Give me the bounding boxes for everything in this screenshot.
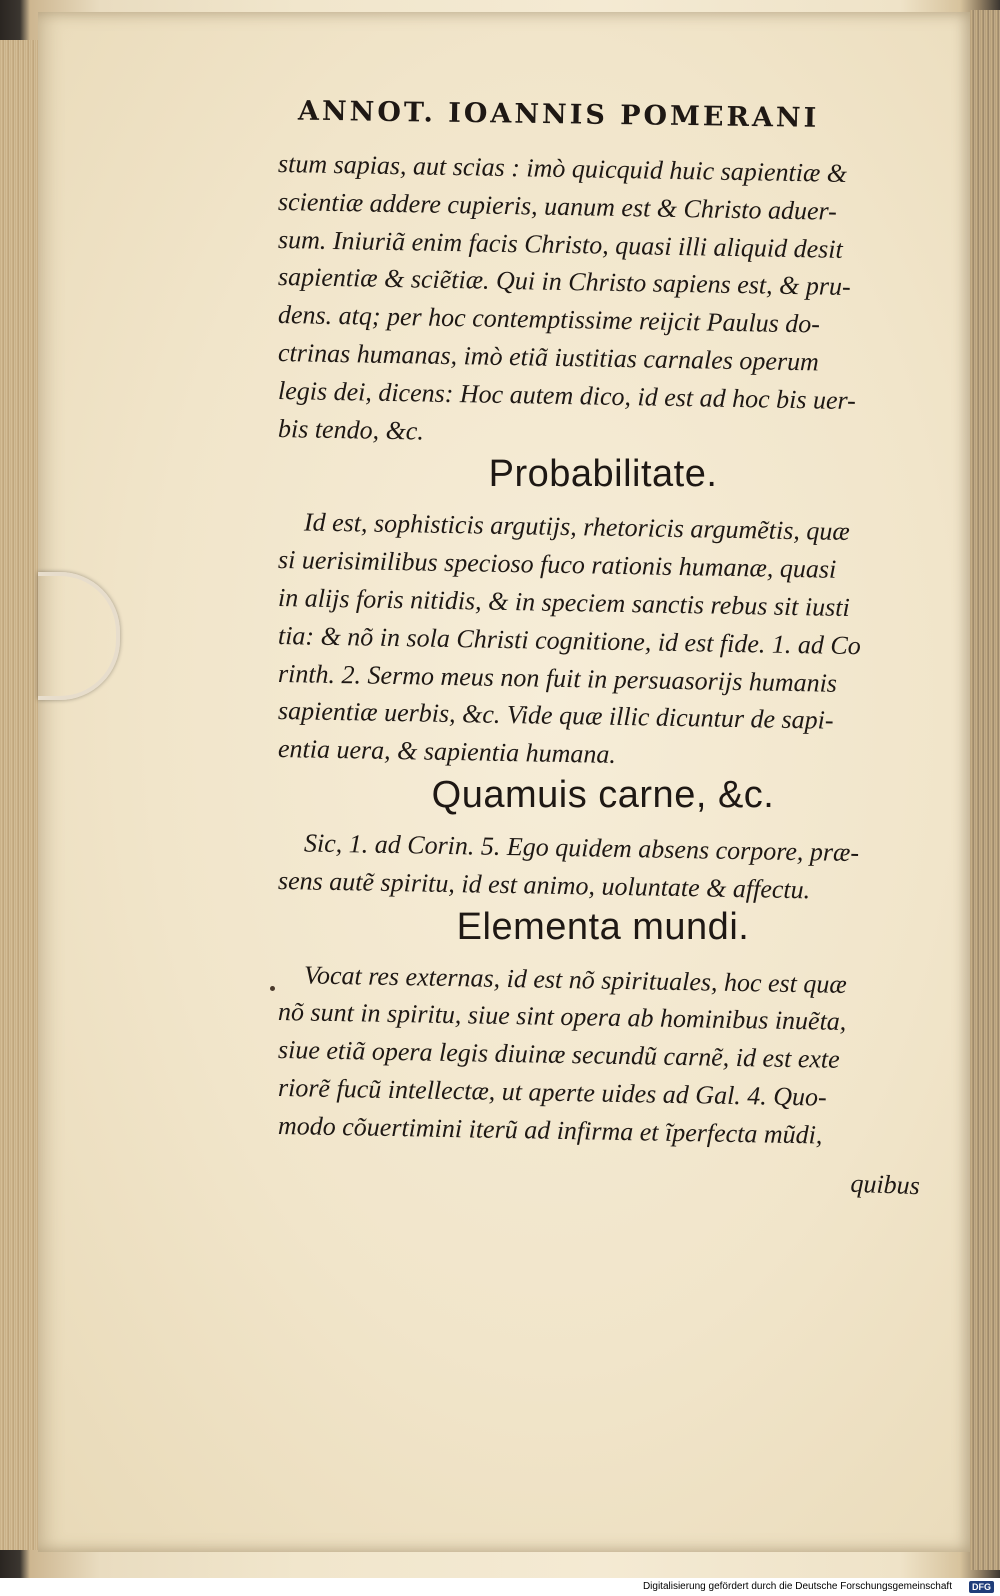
text-line: nõ sunt in spiritu, siue sint opera ab hominibus inuẽta, xyxy=(277,997,847,1037)
text-line: modo cõuertimini iterũ ad infirma et ĩperfecta mũdi, xyxy=(277,1110,823,1150)
paragraph-1 xyxy=(278,145,928,447)
text-line: sum. Iniuriã enim facis Christo, quasi illi aliquid desit xyxy=(277,224,843,264)
book-clasp xyxy=(38,572,120,700)
text-line: rinth. 2. Sermo meus non fuit in persuasorijs humanis xyxy=(277,658,838,698)
text-line: scientiæ addere cupieris, uanum est & Christo aduer- xyxy=(277,186,838,226)
section-probabilitate xyxy=(278,451,928,768)
section-elementa-mundi xyxy=(277,904,928,1150)
text-line: sapientiæ & sciẽtiæ. Qui in Christo sapiens est, & pru- xyxy=(277,262,851,302)
text-line: entia uera, & sapientia humana. xyxy=(277,734,617,770)
text-line: legis dei, dicens: Hoc autem dico, id est ad hoc bis uer- xyxy=(277,375,857,415)
section-heading: Quamuis carne, &c. xyxy=(431,773,775,816)
text-line: bis tendo, &c. xyxy=(277,413,425,446)
margin-mark xyxy=(270,986,275,991)
text-line: stum sapias, aut scias : imò quicquid huic sapientiæ & xyxy=(277,149,848,188)
text-line: Sic, 1. ad Corin. 5. Ego quidem absens corpore, præ- xyxy=(303,828,860,868)
text-line: in alijs foris nitidis, & in speciem sanctis rebus sit iusti xyxy=(277,582,850,622)
text-line: si uerisimilibus specioso fuco rationis humanæ, quasi xyxy=(277,545,837,584)
text-line: riorẽ fucũ intellectæ, ut aperte uides ad Gal. 4. Quo- xyxy=(277,1072,827,1112)
text-line: dens. atq; per hoc contemptissime reijcit Paulus do- xyxy=(277,300,821,339)
text-line: sapientiæ uerbis, &c. Vide quæ illic dicuntur de sapi- xyxy=(277,696,834,736)
section-heading: Probabilitate. xyxy=(488,453,718,496)
text-line: sens autẽ spiritu, id est animo, uoluntate & affectu. xyxy=(277,865,811,905)
page-edges-left xyxy=(0,40,41,1550)
dfg-logo-icon: DFG xyxy=(969,1581,994,1593)
page-edges-right xyxy=(970,10,1000,1570)
text-block xyxy=(277,95,928,1200)
section-quamuis-carne xyxy=(277,772,928,905)
catchword: quibus xyxy=(850,1168,921,1200)
text-line: ctrinas humanas, imò etiã iustitias carnales operum xyxy=(277,337,820,377)
section-heading: Elementa mundi. xyxy=(456,905,750,948)
running-head: ANNOT. IOANNIS POMERANI xyxy=(297,95,820,134)
footer-text: Digitalisierung gefördert durch die Deutsche Forschungsgemeinschaft xyxy=(642,1581,952,1592)
funding-footer xyxy=(0,1578,1000,1596)
text-line: tia: & nõ in sola Christi cognitione, id est fide. 1. ad Co xyxy=(277,620,862,660)
text-line: Id est, sophisticis argutijs, rhetoricis argumẽtis, quæ xyxy=(303,507,850,547)
text-line: siue etiã opera legis diuinæ secundũ carnẽ, id est exte xyxy=(277,1035,840,1074)
text-line: Vocat res externas, id est nõ spirituales, hoc est quæ xyxy=(303,960,848,999)
